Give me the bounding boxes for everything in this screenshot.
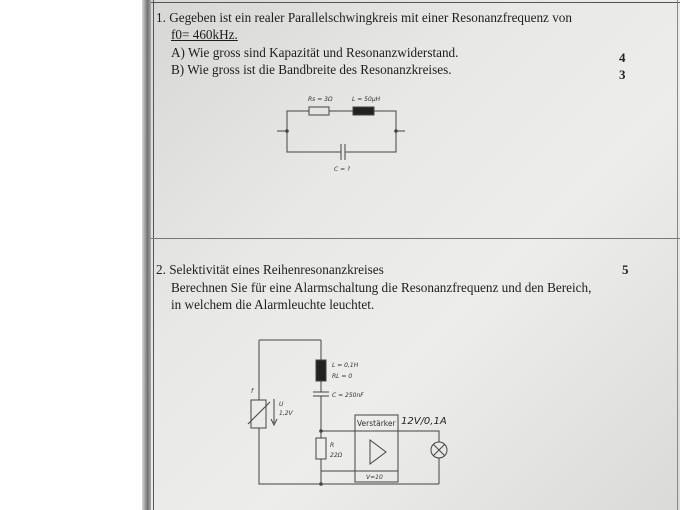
- background-left: [0, 0, 142, 510]
- q1-points-a: 4: [619, 50, 626, 65]
- q1-points-b: 3: [619, 67, 626, 82]
- capacitor-symbol: [341, 144, 345, 160]
- q2-f-label: f: [251, 388, 254, 395]
- q2-rl-label: RL = 0: [332, 373, 353, 380]
- parallel-circuit-diagram: [151, 0, 680, 510]
- q2-r-label: R: [330, 442, 335, 449]
- exam-paper: [151, 0, 680, 510]
- capacitor2-symbol: [313, 392, 329, 396]
- q2-u-label: U: [279, 401, 284, 408]
- q2-line3: in welchem die Alarmleuchte leuchtet.: [171, 297, 375, 312]
- resistor2-symbol: [316, 438, 326, 459]
- q2-points: 5: [622, 262, 629, 277]
- coil-symbol: [316, 360, 326, 381]
- resistor-symbol: [309, 107, 329, 115]
- q1-line1: 1. Gegeben ist ein realer Parallelschwingkreis mit einer Resonanzfrequenz von: [156, 10, 572, 25]
- lamp-rating: 12V/0,1A: [401, 416, 447, 427]
- amplifier-triangle-icon: [370, 440, 386, 464]
- q2-line2: Berechnen Sie für eine Alarmschaltung die Resonanzfrequenz und den Bereich,: [171, 280, 592, 295]
- q2-c-label: C = 250nF: [332, 392, 364, 399]
- q1-line3: A) Wie gross sind Kapazität und Resonanzwiderstand.: [171, 45, 459, 60]
- q2-line1: 2. Selektivität eines Reihenresonanzkreises: [156, 262, 384, 277]
- page-edge-shadow: [142, 0, 151, 510]
- q1-l-label: L = 50μH: [352, 96, 381, 103]
- q1-r-label: Rs = 3Ω: [308, 96, 333, 103]
- q2-l-label: L = 0,1H: [332, 362, 359, 369]
- amplifier-label: Verstärker: [357, 419, 396, 428]
- q1-c-label: C = ?: [334, 166, 351, 173]
- amplifier-gain: V=10: [366, 474, 383, 481]
- q1-line4: B) Wie gross ist die Bandbreite des Resonanzkreises.: [171, 62, 452, 77]
- q2-r-value: 22Ω: [330, 452, 343, 459]
- q1-line2: f0= 460kHz.: [171, 27, 238, 42]
- q2-u-value: 1,2V: [279, 410, 293, 417]
- inductor-symbol: [353, 107, 374, 115]
